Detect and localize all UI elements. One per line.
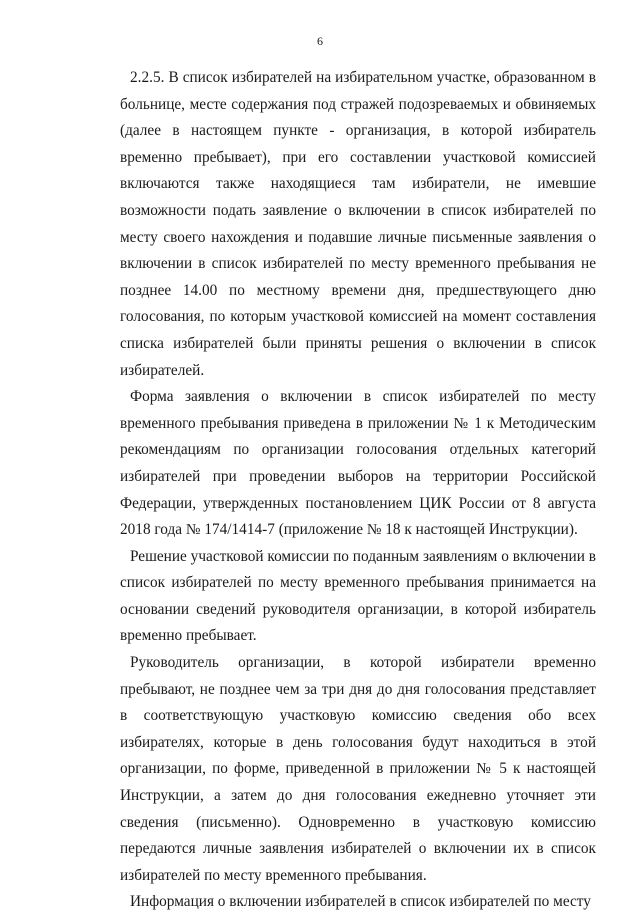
paragraph-commission-decision: Решение участковой комиссии по поданным заявлениям о включении в список избирателей по месту временного пребывания принимается на основании сведений руководителя организации, в которой избиратель временно пребывает. bbox=[120, 547, 596, 645]
paragraph-application-form: Форма заявления о включении в список избирателей по месту временного пребывания приведена в приложении № 1 к Методическим рекомендациям по организации голосования отдельных категорий избирателей при проведении выборов на территории Российской Федерации, утвержденных постановлением ЦИК России от 8 августа 2018 года № 174/1414-7 (приложение № 18 к настоящей Инструкции). bbox=[120, 388, 596, 539]
paragraph-head-of-organization: Руководитель организации, в которой избиратели временно пребывают, не позднее чем за три дня до дня голосования представляет в соответствующую участковую комиссию сведения обо всех избирателях, которые в день голосования будут находиться в этой организации, по форме, приведенной в приложении № 5 к настоящей Инструкции, а затем до дня голосования ежедневно уточняет эти сведения (письменно). Одновременно в участковую комиссию передаются личные заявления избирателей о включении их в список избирателей по месту временного пребывания. bbox=[120, 654, 596, 884]
document-body bbox=[120, 65, 596, 916]
page-number: 6 bbox=[317, 34, 323, 48]
paragraph-information: Информация о включении избирателей в список избирателей по месту bbox=[130, 893, 591, 911]
paragraph-2-2-5: 2.2.5. В список избирателей на избирательном участке, образованном в больнице, месте содержания под стражей подозреваемых и обвиняемых (далее в настоящем пункте - организация, в которой избиратель временно пребывает), при его составлении участковой комиссией включаются также находящиеся там избиратели, не имевшие возможности подать заявление о включении в список избирателей по месту своего нахождения и подавшие личные письменные заявления о включении в список избирателей по месту временного пребывания не позднее 14.00 по местному времени дня, предшествующего дню голосования, по которым участковой комиссией на момент составления списка избирателей были приняты решения о включении в список избирателей. bbox=[120, 69, 596, 379]
